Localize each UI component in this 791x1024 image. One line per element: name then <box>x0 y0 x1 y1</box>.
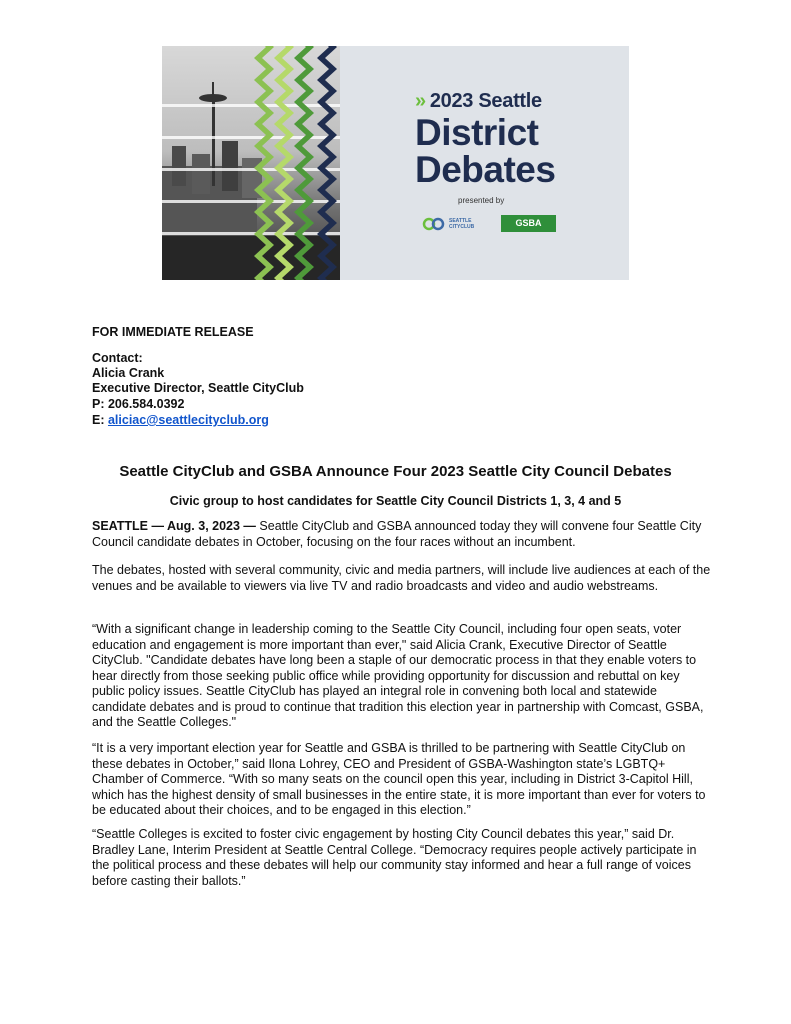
email-prefix: E: <box>92 413 108 427</box>
space-needle-photo <box>162 46 340 280</box>
body-paragraph-5 <box>92 827 712 889</box>
presented-by-text: presented by <box>458 196 505 205</box>
banner-year-line <box>415 90 555 113</box>
chevron-shape <box>274 46 294 58</box>
contact-phone: P: 206.584.0392 <box>92 397 185 411</box>
chevron-shape <box>317 212 337 234</box>
paragraph-3-text: “With a significant change in leadership coming to the Seattle City Council, including four open seats, voter education and engagement is more important than ever," said Alicia Crank, Executive Director of Seattle CityClub. "Candidate debates have long been a staple of our democratic process in that they enable voters to hear directly from those seeking public office while providing opportunity for discussion and rebuttal on key public policy issues. Seattle CityClub has played an integral role in convening both local and statewide candidate debates and is proud to continue that tradition this election year in partnership with Comcast, GSBA, and the Seattle Colleges." <box>92 622 704 729</box>
body-paragraph-2 <box>92 563 712 594</box>
contact-name: Alicia Crank <box>92 366 165 380</box>
seattle-cityclub-logo <box>422 215 474 233</box>
chevron-shape <box>274 80 294 102</box>
chevron-shape <box>317 146 337 168</box>
event-banner <box>162 46 629 280</box>
paragraph-4-text: “It is a very important election year for Seattle and GSBA is thrilled to be partnering with Seattle CityClub on these debates in October,” said Ilona Lohrey, CEO and President of GSBA-Washington state’s LGBTQ+ Chamber of Commerce. “With so many seats on the council open this year, including in District 3-Capitol Hill, which has the highest density of small businesses in the entire state, it is more important than ever for voters to be educated about their choices, and to be engaged in this election.” <box>92 741 706 817</box>
chevron-shape <box>274 146 294 168</box>
paragraph-1-text: Seattle CityClub and GSBA announced today they will convene four Seattle City Council candidate debates in October, focusing on the four races without an incumbent. <box>92 519 702 549</box>
paragraph-5-text: “Seattle Colleges is excited to foster civic engagement by hosting City Council debates this year,” said Dr. Bradley Lane, Interim President at Seattle Central College. “Democracy requires people actively participate in the political process and these debates will help our community stay informed and hear a full range of voices before casting their ballots.” <box>92 827 697 888</box>
chevron-shape <box>274 124 294 146</box>
chevron-pattern-graphic <box>162 46 340 280</box>
chevron-shape <box>317 168 337 190</box>
chevron-shape <box>254 46 274 58</box>
chevron-shape <box>274 58 294 80</box>
chevron-shape <box>294 80 314 102</box>
release-label: FOR IMMEDIATE RELEASE <box>92 325 254 339</box>
contact-title: Executive Director, Seattle CityClub <box>92 381 304 395</box>
banner-title-block <box>415 90 556 190</box>
banner-title-line1: District <box>415 112 539 153</box>
chevron-shape <box>317 46 337 58</box>
chevron-shape <box>294 146 314 168</box>
gsba-logo: GSBA <box>501 215 556 232</box>
body-paragraph-1 <box>92 519 712 550</box>
cityclub-rings-icon <box>422 217 446 231</box>
chevron-shape <box>294 124 314 146</box>
double-chevron-icon: » <box>415 90 426 112</box>
chevron-shape <box>254 124 274 146</box>
cityclub-logo-line2: CITYCLUB <box>449 224 475 230</box>
chevron-shape <box>294 168 314 190</box>
contact-email-link[interactable]: aliciac@seattlecityclub.org <box>107 413 269 427</box>
subheadline: Civic group to host candidates for Seattle City Council Districts 1, 3, 4 and 5 <box>169 494 622 508</box>
dateline: SEATTLE — Aug. 3, 2023 — <box>92 519 256 533</box>
chevron-shape <box>317 80 337 102</box>
cityclub-logo-line1: SEATTLE <box>449 218 472 224</box>
chevron-shape <box>274 168 294 190</box>
contact-email-line <box>92 413 712 429</box>
banner-title-line2: Debates <box>415 149 556 190</box>
chevron-shape <box>254 80 274 102</box>
chevron-shape <box>294 58 314 80</box>
chevron-shape <box>294 46 314 58</box>
chevron-shape <box>317 58 337 80</box>
paragraph-2-text: The debates, hosted with several community, civic and media partners, will include live audiences at each of the venues and be available to viewers via live TV and radio broadcasts and video and audio webstreams. <box>92 563 711 593</box>
chevron-shape <box>294 212 314 234</box>
chevron-shape <box>254 58 274 80</box>
body-paragraph-3 <box>92 622 712 731</box>
body-paragraph-4 <box>92 741 712 819</box>
banner-year-text: 2023 Seattle <box>429 90 542 112</box>
contact-label: Contact: <box>92 351 143 365</box>
chevron-shape <box>274 212 294 234</box>
headline: Seattle CityClub and GSBA Announce Four 2023 Seattle City Council Debates <box>119 463 672 480</box>
chevron-shape <box>317 124 337 146</box>
